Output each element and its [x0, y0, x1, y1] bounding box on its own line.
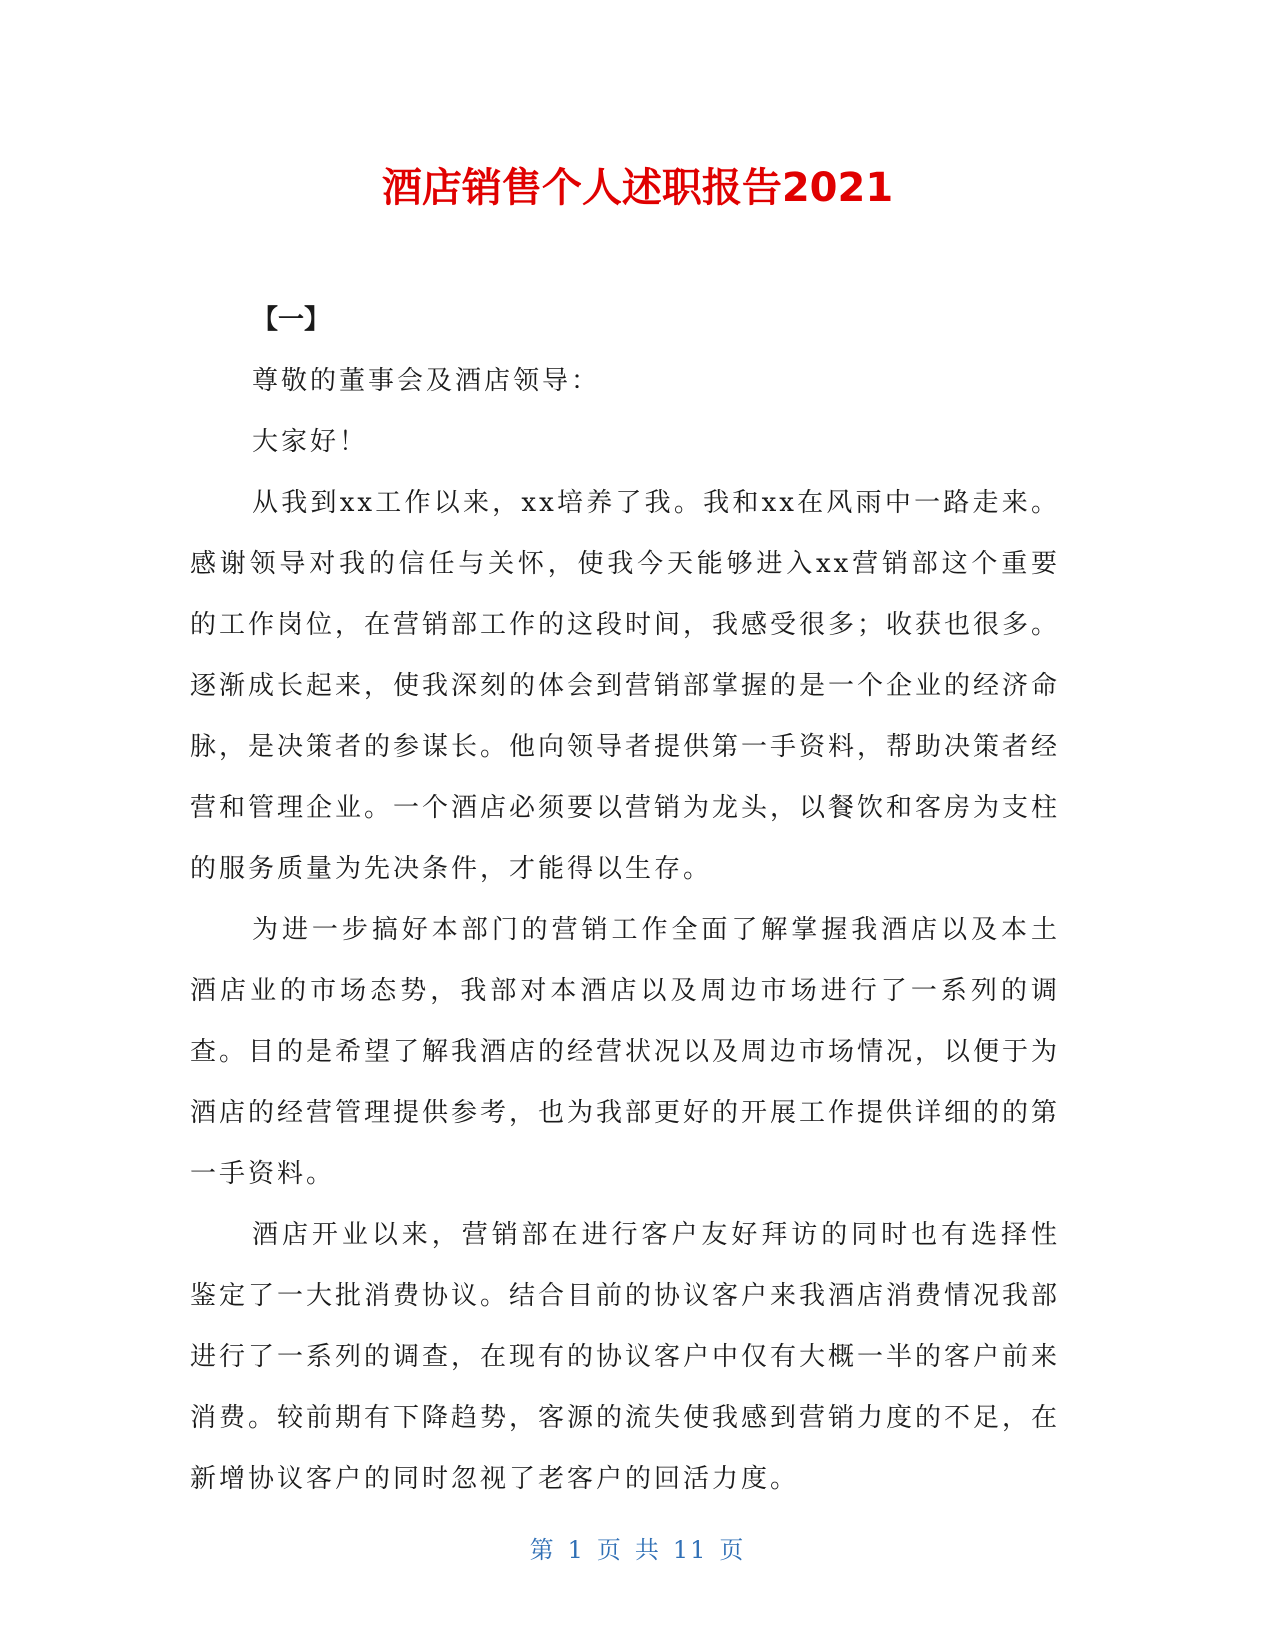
section-marker: 【一】: [252, 305, 331, 335]
greeting: 大家好！: [252, 427, 369, 457]
footer-current-page: 1: [567, 1536, 585, 1564]
body-paragraph: 酒店开业以来，营销部在进行客户友好拜访的同时也有选择性鉴定了一大批消费协议。结合目前的协议客户来我酒店消费情况我部进行了一系列的调查，在现有的协议客户中仅有大概一半的客户前来消费。较前期有下降趋势，客源的流失使我感到营销力度的不足，在新增协议客户的同时忽视了老客户的回活力度。: [190, 1220, 1061, 1494]
page-footer: [0, 1534, 1275, 1566]
footer-total-pages: 11: [672, 1536, 708, 1564]
footer-prefix: 第: [529, 1536, 556, 1564]
body-paragraph: 从我到xx工作以来，xx培养了我。我和xx在风雨中一路走来。感谢领导对我的信任与关怀，使我今天能够进入xx营销部这个重要的工作岗位，在营销部工作的这段时间，我感受很多；收获也很多。逐渐成长起来，使我深刻的体会到营销部掌握的是一个企业的经济命脉，是决策者的参谋长。他向领导者提供第一手资料，帮助决策者经营和管理企业。一个酒店必须要以营销为龙头，以餐饮和客房为支柱的服务质量为先决条件，才能得以生存。: [190, 488, 1061, 884]
salutation: 尊敬的董事会及酒店领导：: [252, 366, 601, 396]
footer-suffix: 页: [719, 1536, 746, 1564]
body-paragraph: 为进一步搞好本部门的营销工作全面了解掌握我酒店以及本土酒店业的市场态势，我部对本酒店以及周边市场进行了一系列的调查。目的是希望了解我酒店的经营状况以及周边市场情况，以便于为酒店的经营管理提供参考，也为我部更好的开展工作提供详细的的第一手资料。: [190, 915, 1061, 1189]
document-body: [190, 290, 1060, 1510]
footer-page-word: 页: [596, 1536, 623, 1564]
footer-total-prefix: 共: [634, 1536, 661, 1564]
document-title: 酒店销售个人述职报告2021: [381, 165, 894, 211]
